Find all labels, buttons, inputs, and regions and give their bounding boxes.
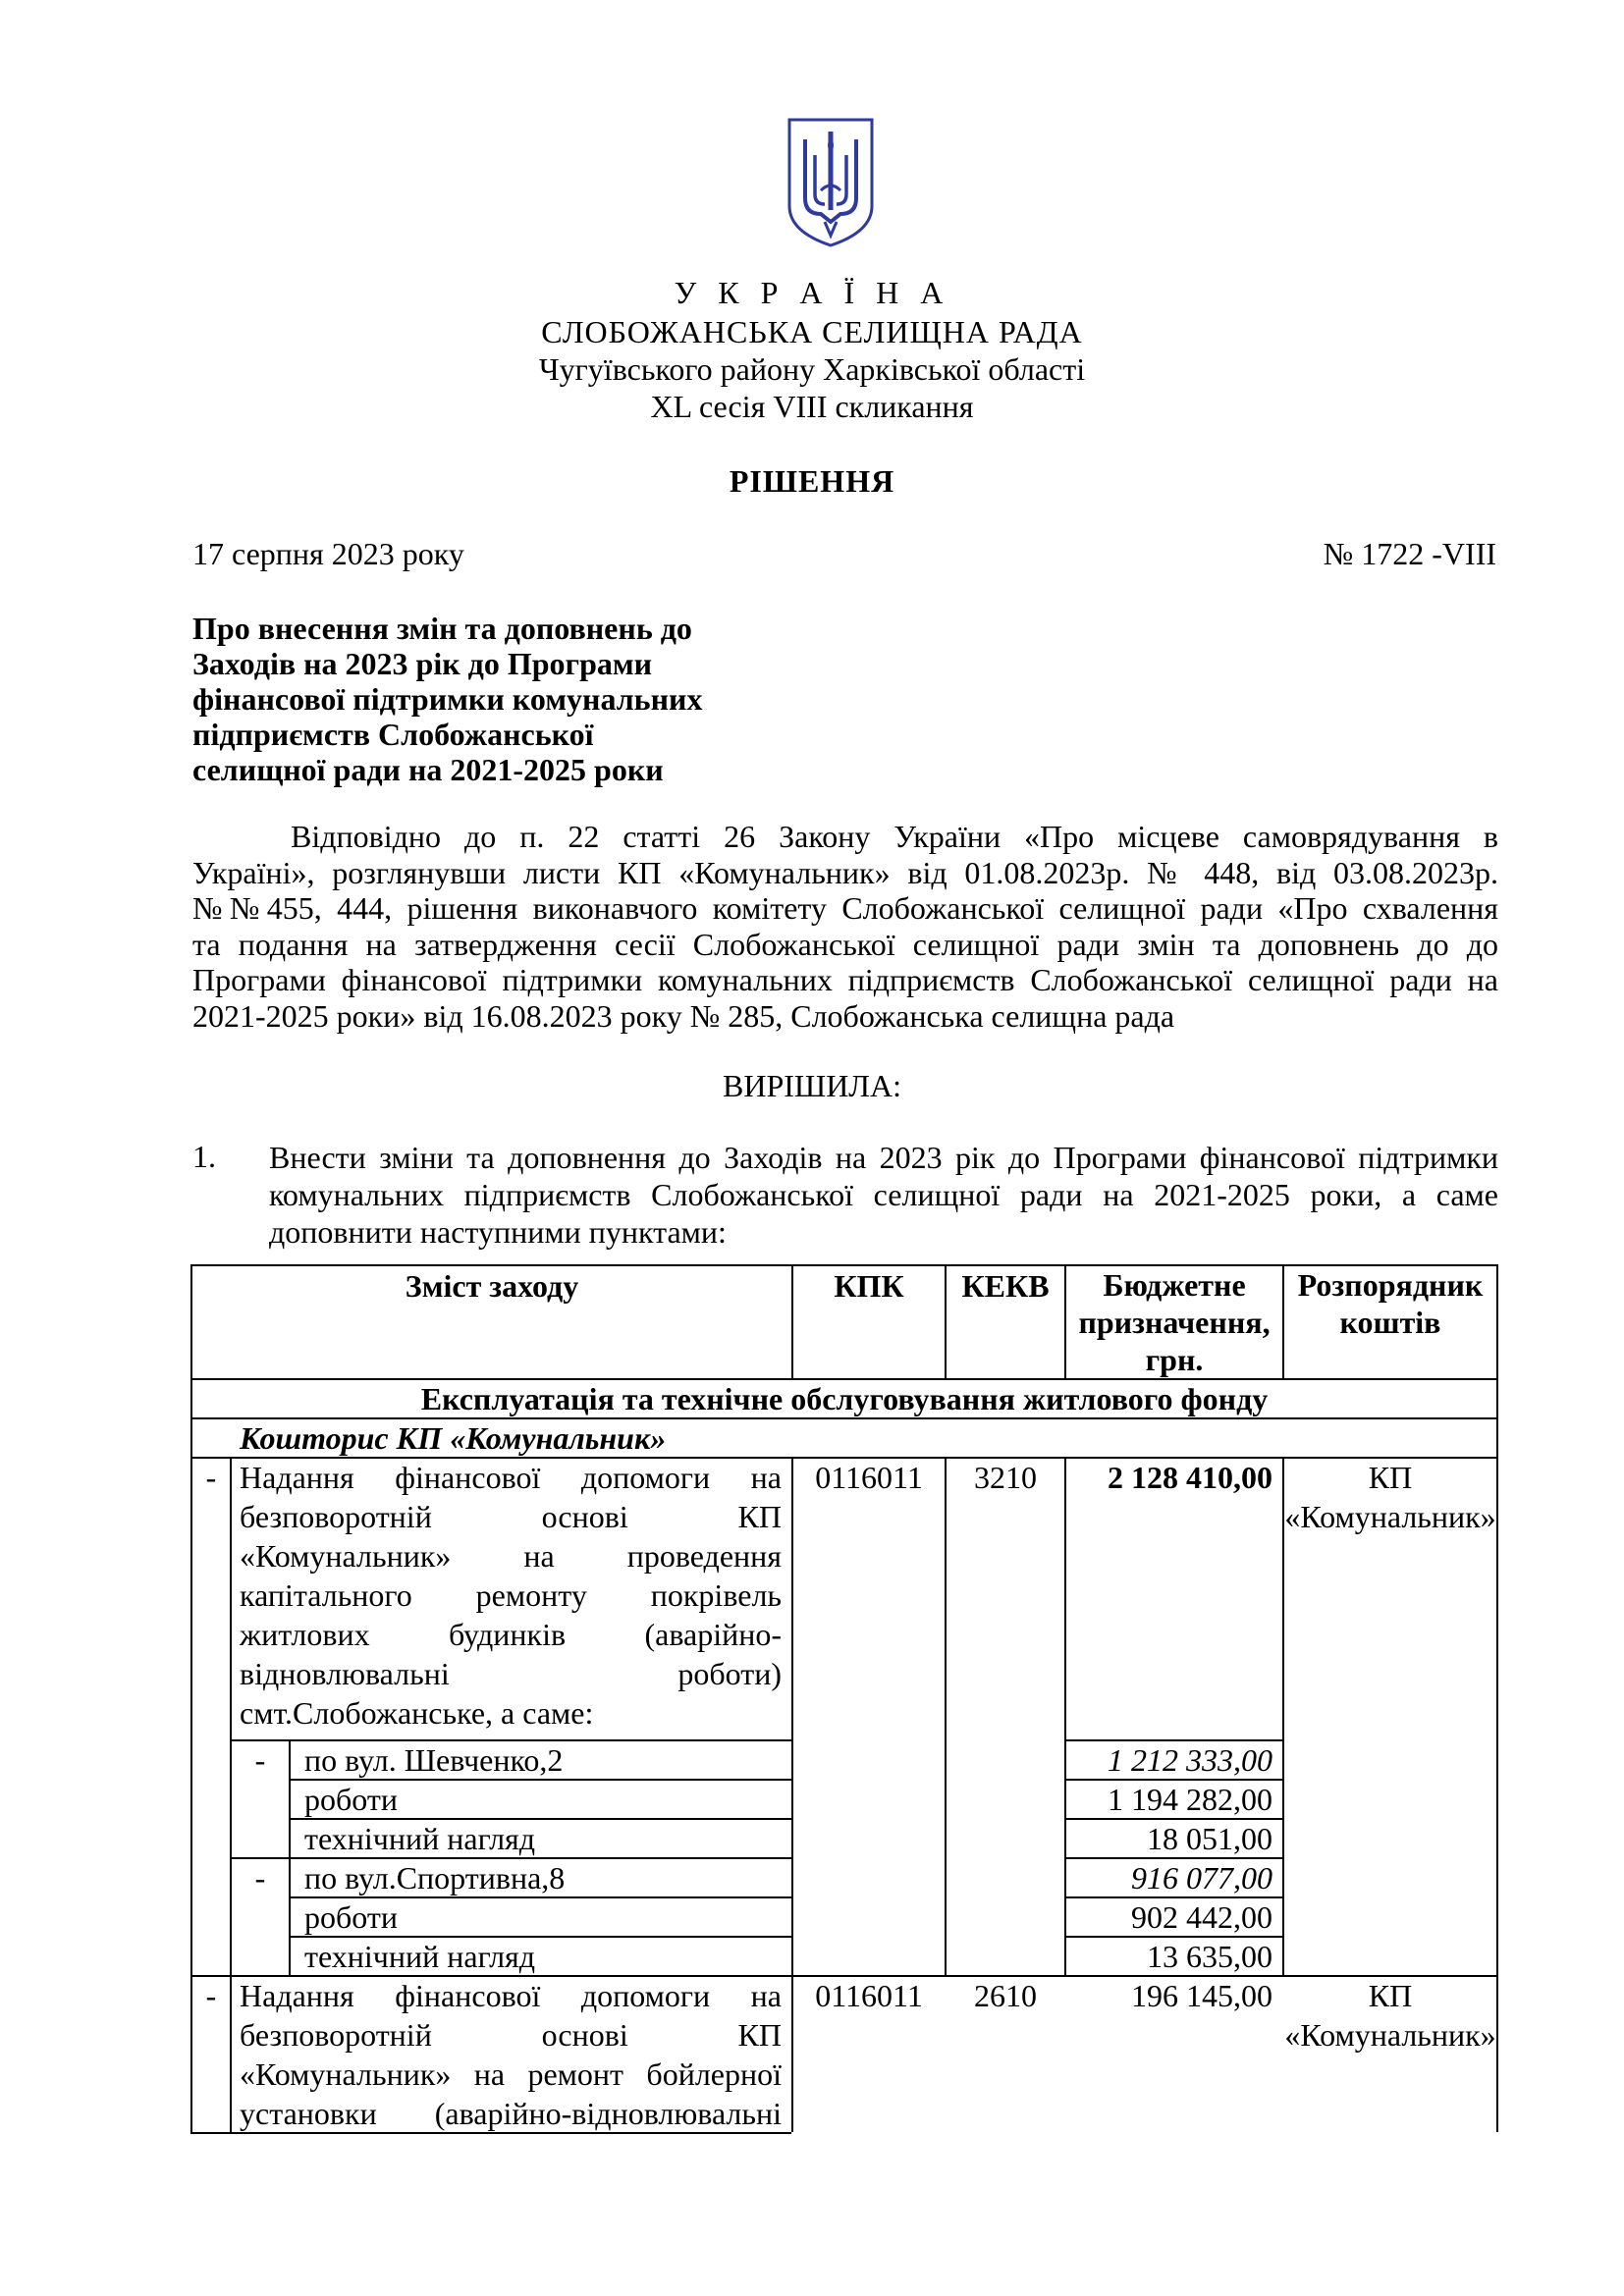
item-line: доповнити наступними пунктами:: [269, 1214, 727, 1250]
row-manager-line: КП: [1368, 1978, 1413, 2013]
preamble-line: Відповідно до п. 22 статті 26 Закону України «Про місцеве самоврядування в: [291, 819, 1498, 854]
header-budget-line: Бюджетне: [1103, 1267, 1246, 1303]
district-name: Чугуївського району Харківської області: [538, 351, 1086, 387]
subject-line: фінансової підтримки комунальних: [192, 681, 703, 717]
row-description: [240, 1458, 782, 1733]
subrow-dash: -: [254, 1742, 266, 1778]
row-manager-line: «Комунальник»: [1284, 2017, 1496, 2053]
document-title: РІШЕННЯ: [729, 463, 895, 499]
subrow-label: роботи: [304, 1899, 398, 1935]
row-description-line: безповоротній основі КП: [240, 2017, 782, 2053]
section-title: Експлуатація та технічне обслуговування житлового фонду: [420, 1381, 1269, 1416]
row-description-line: «Комунальник» на ремонт бойлерної: [240, 2056, 782, 2092]
subrow-label: технічний нагляд: [304, 1821, 536, 1856]
item-line: комунальних підприємств Слобожанської селищної ради на 2021-2025 роки, а саме: [269, 1177, 1498, 1212]
row-manager-line: КП: [1368, 1460, 1413, 1495]
header-manager-line: коштів: [1339, 1305, 1441, 1340]
row-manager-line: «Комунальник»: [1284, 1499, 1496, 1534]
row-description-line: Надання фінансової допомоги на: [240, 1460, 782, 1495]
subrow-label: роботи: [304, 1782, 398, 1817]
row-kekv: 2610: [974, 1978, 1037, 2013]
row-description-line: відновлювальні роботи): [240, 1656, 782, 1691]
row-description-line: житлових будинків (аварійно-: [240, 1617, 782, 1652]
country-name: У К Р А Ї Н А: [674, 275, 950, 310]
preamble-line: №№455, 444, рішення виконавчого комітету Слобожанської селищної ради «Про схвалення: [192, 890, 1498, 926]
subject-line: Заходів на 2023 рік до Програми: [192, 646, 653, 681]
header-manager-line: Розпорядник: [1297, 1267, 1484, 1303]
subrow-label: по вул.Спортивна,8: [304, 1860, 566, 1896]
subject-line: селищної ради на 2021-2025 роки: [192, 752, 664, 787]
row-manager: [1284, 1976, 1496, 2055]
row-description-line: безповоротній основі КП: [240, 1499, 782, 1534]
row-amount: 2 128 410,00: [1108, 1460, 1272, 1495]
decision-number: № 1722 -VIII: [1323, 536, 1496, 571]
preamble-line: 2021-2025 роки» від 16.08.2023 року № 285, Слобожанська селищна рада: [192, 997, 1175, 1034]
header-budget-line: грн.: [1145, 1342, 1204, 1377]
row-description: [240, 1976, 782, 2133]
subject-line: Про внесення змін та доповнень до: [192, 611, 692, 646]
row-description-line: установки (аварійно-відновлювальні: [240, 2096, 782, 2131]
subject-line: підприємств Слобожанської: [192, 717, 594, 752]
subrow-label: по вул. Шевченко,2: [304, 1742, 564, 1778]
header-content: Зміст заходу: [405, 1268, 579, 1304]
subrow-amount: 1 194 282,00: [1108, 1782, 1272, 1817]
preamble-line: Програми фінансової підтримки комунальних підприємств Слобожанської селищної ради на: [192, 962, 1498, 997]
subrow-amount: 18 051,00: [1147, 1821, 1272, 1856]
preamble-line: Україні», розглянувши листи КП «Комунальник» від 01.08.2023р. № 448, від 03.08.2023р.: [192, 854, 1498, 890]
preamble-line: та подання на затвердження сесії Слобожанської селищної ради змін та доповнень до до: [192, 926, 1498, 962]
decision-date: 17 серпня 2023 року: [192, 536, 464, 571]
row-dash: -: [205, 1460, 217, 1495]
subrow-amount: 916 077,00: [1131, 1860, 1272, 1896]
subrow-label: технічний нагляд: [304, 1939, 536, 1974]
subrow-amount: 1 212 333,00: [1108, 1742, 1272, 1778]
row-kekv: 3210: [974, 1460, 1037, 1495]
session-name: XL сесія VIII скликання: [650, 389, 974, 424]
subrow-amount: 13 635,00: [1147, 1939, 1272, 1974]
item-number: 1.: [192, 1139, 216, 1174]
row-description-line: «Комунальник» на проведення: [240, 1538, 782, 1574]
row-description-line: смт.Слобожанське, а саме:: [240, 1695, 594, 1731]
item-line: Внести зміни та доповнення до Заходів на 2023 рік до Програми фінансової підтримки: [269, 1140, 1498, 1175]
row-manager: [1284, 1458, 1496, 1536]
header-kpk: КПК: [834, 1268, 904, 1304]
header-budget: [1066, 1266, 1282, 1378]
decided-heading: ВИРІШИЛА:: [723, 1068, 901, 1103]
row-description-line: Надання фінансової допомоги на: [240, 1978, 782, 2013]
row-kpk: 0116011: [815, 1978, 923, 2013]
subsection-title: Кошторис КП «Комунальник»: [240, 1420, 667, 1456]
header-kekv: КЕКВ: [961, 1268, 1050, 1304]
subrow-dash: -: [254, 1860, 266, 1896]
row-dash: -: [205, 1978, 217, 2013]
row-description-line: капітального ремонту покрівель: [240, 1577, 782, 1613]
header-manager: [1284, 1266, 1496, 1341]
row-amount: 196 145,00: [1131, 1978, 1272, 2013]
council-name: СЛОБОЖАНСЬКА СЕЛИЩНА РАДА: [541, 314, 1083, 349]
subrow-amount: 902 442,00: [1131, 1899, 1272, 1935]
row-kpk: 0116011: [815, 1460, 923, 1495]
header-budget-line: призначення,: [1078, 1305, 1271, 1340]
